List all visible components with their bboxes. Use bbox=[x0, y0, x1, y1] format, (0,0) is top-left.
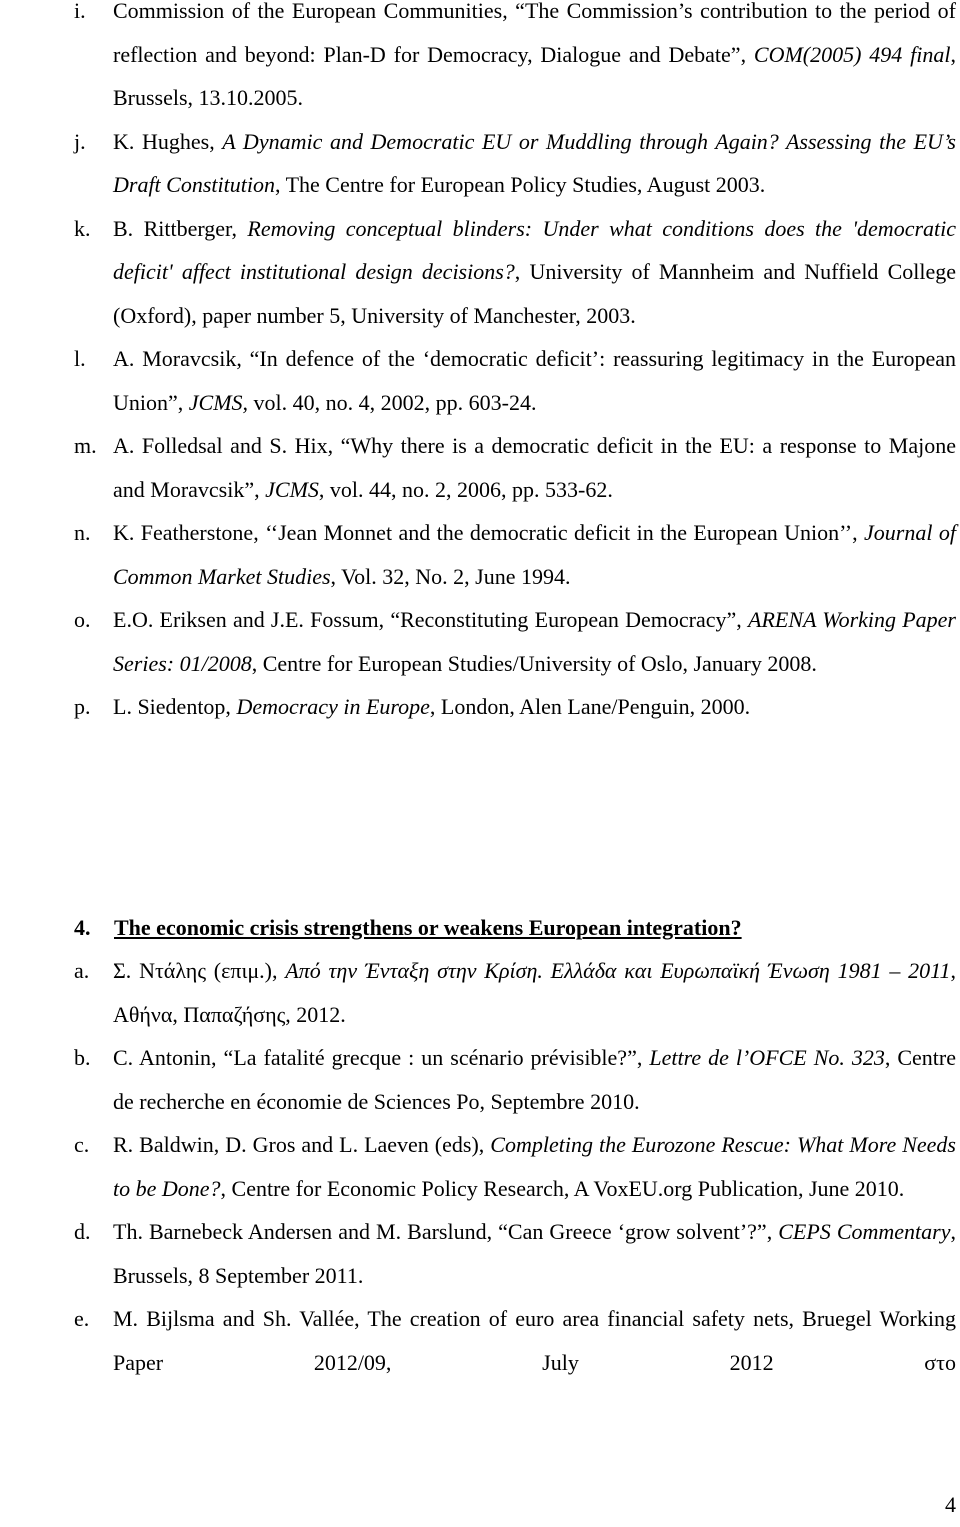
reference-segment: , Centre for Economic Policy Research, A VoxEU.org Publication, June 2010. bbox=[220, 1175, 905, 1201]
reference-text bbox=[113, 346, 956, 415]
reference-segment: K. Featherstone, ‘‘Jean Monnet and the democratic deficit in the European Union’’, bbox=[113, 520, 865, 545]
reference-segment: , vol. 44, no. 2, 2006, pp. 533-62. bbox=[318, 476, 613, 502]
reference-text bbox=[113, 607, 956, 676]
reference-italic-segment: ARENA Working Paper Series: 01/2008 bbox=[113, 607, 956, 676]
reference-marker: d. bbox=[74, 1219, 91, 1244]
reference-item bbox=[0, 120, 960, 207]
reference-text bbox=[113, 1045, 956, 1114]
reference-italic-segment: Journal of Common Market Studies bbox=[113, 520, 957, 589]
reference-item bbox=[0, 1210, 960, 1297]
reference-text bbox=[113, 129, 956, 198]
reference-segment: K. Hughes, bbox=[113, 128, 223, 154]
reference-segment: , University of Mannheim and Nuffield College (Oxford), paper number 5, University of Manchester, 2003. bbox=[113, 259, 957, 328]
reference-marker: l. bbox=[74, 346, 86, 371]
reference-segment: Th. Barnebeck Andersen and M. Barslund, “Can Greece ‘grow solvent’?”, bbox=[113, 1219, 779, 1244]
reference-marker: i. bbox=[74, 0, 86, 23]
reference-item bbox=[0, 685, 960, 729]
reference-segment: , London, Alen Lane/Penguin, 2000. bbox=[429, 694, 751, 719]
reference-marker: a. bbox=[74, 958, 90, 983]
reference-segment: , The Centre for European Policy Studies, August 2003. bbox=[274, 172, 766, 197]
reference-item bbox=[0, 337, 960, 424]
reference-italic-segment: JCMS bbox=[265, 476, 319, 502]
reference-segment: , Αθήνα, Παπαζήσης, 2012. bbox=[113, 958, 956, 1027]
reference-segment: , Vol. 32, No. 2, June 1994. bbox=[330, 563, 571, 589]
reference-item bbox=[0, 598, 960, 685]
reference-item bbox=[0, 207, 960, 338]
section-title: The economic crisis strengthens or weakens European integration? bbox=[114, 915, 742, 940]
reference-segment: Σ. Ντάλης (επιμ.), bbox=[113, 958, 286, 983]
reference-list-bottom bbox=[0, 949, 960, 1384]
reference-italic-segment: CEPS Commentary bbox=[778, 1219, 951, 1244]
reference-marker: k. bbox=[74, 215, 91, 241]
reference-item bbox=[0, 511, 960, 598]
reference-segment: , Centre for European Studies/University of Oslo, January 2008. bbox=[251, 650, 817, 676]
reference-marker: e. bbox=[74, 1306, 90, 1331]
reference-italic-segment: Removing conceptual blinders: Under what conditions does the 'democratic deficit' affect institutional design decisions? bbox=[113, 215, 957, 284]
reference-item bbox=[0, 1123, 960, 1210]
reference-item bbox=[0, 1036, 960, 1123]
reference-marker: p. bbox=[74, 694, 91, 719]
reference-segment: L. Siedentop, bbox=[113, 694, 237, 719]
reference-italic-segment: COM(2005) 494 final bbox=[753, 41, 951, 67]
reference-text bbox=[113, 1219, 956, 1288]
reference-segment: A. Folledsal and S. Hix, “Why there is a democratic deficit in the EU: a response to Majone and Moravcsik”, bbox=[113, 433, 956, 502]
reference-text bbox=[113, 433, 956, 502]
reference-text bbox=[113, 0, 956, 110]
reference-segment: Commission of the European Communities, “The Commission’s contribution to the period of reflection and beyond: Plan-D for Democracy, Dialogue and Debate”, bbox=[113, 0, 956, 67]
reference-marker: b. bbox=[74, 1045, 91, 1070]
reference-list-top bbox=[0, 0, 960, 729]
reference-italic-segment: Από την Ένταξη στην Κρίση. Ελλάδα και Ευρωπαϊκή Ένωση 1981 – 2011 bbox=[285, 958, 951, 983]
reference-segment: C. Antonin, “La fatalité grecque : un scénario prévisible?”, bbox=[113, 1045, 650, 1070]
reference-item bbox=[0, 424, 960, 511]
reference-marker: n. bbox=[74, 520, 91, 545]
reference-segment: vol. 40, no. 4, 2002, pp. 603-24. bbox=[248, 389, 537, 415]
reference-item bbox=[0, 0, 960, 120]
reference-segment: , Brussels, 13.10.2005. bbox=[113, 41, 956, 110]
reference-italic-segment: JCMS, bbox=[188, 389, 249, 415]
reference-text bbox=[113, 1132, 956, 1201]
reference-segment: , Brussels, 8 September 2011. bbox=[113, 1219, 956, 1288]
reference-text bbox=[113, 1306, 956, 1375]
reference-text bbox=[113, 520, 956, 589]
reference-marker: c. bbox=[74, 1132, 90, 1157]
page-number: 4 bbox=[945, 1492, 956, 1517]
reference-text bbox=[113, 216, 956, 328]
reference-marker: j. bbox=[74, 128, 86, 154]
reference-segment: A. Moravcsik, “In defence of the ‘democratic deficit’: reassuring legitimacy in the European Union”, bbox=[113, 346, 956, 415]
reference-segment: M. Bijlsma and Sh. Vallée, The creation of euro area financial safety nets, Bruegel Working Paper 2012/09, July 2012 στο bbox=[113, 1306, 956, 1375]
reference-segment: R. Baldwin, D. Gros and L. Laeven (eds), bbox=[113, 1132, 491, 1157]
reference-text bbox=[113, 694, 750, 719]
reference-italic-segment: Completing the Eurozone Rescue: What More Needs to be Done? bbox=[113, 1132, 956, 1201]
reference-italic-segment: A Dynamic and Democratic EU or Muddling through Again? Assessing the EU’s Draft Constitution bbox=[113, 128, 956, 197]
reference-segment: , Centre de recherche en économie de Sciences Po, Septembre 2010. bbox=[113, 1045, 956, 1114]
reference-item bbox=[0, 949, 960, 1036]
section-heading bbox=[74, 906, 742, 950]
section-number: 4. bbox=[74, 915, 91, 940]
reference-text bbox=[113, 958, 956, 1027]
reference-italic-segment: Lettre de l’OFCE No. 323 bbox=[649, 1045, 885, 1070]
reference-marker: m. bbox=[74, 433, 97, 458]
reference-segment: E.O. Eriksen and J.E. Fossum, “Reconstituting European Democracy”, bbox=[113, 607, 749, 632]
reference-segment: B. Rittberger, bbox=[113, 215, 248, 241]
reference-item bbox=[0, 1297, 960, 1384]
reference-marker: o. bbox=[74, 607, 91, 632]
reference-italic-segment: Democracy in Europe bbox=[236, 694, 430, 719]
